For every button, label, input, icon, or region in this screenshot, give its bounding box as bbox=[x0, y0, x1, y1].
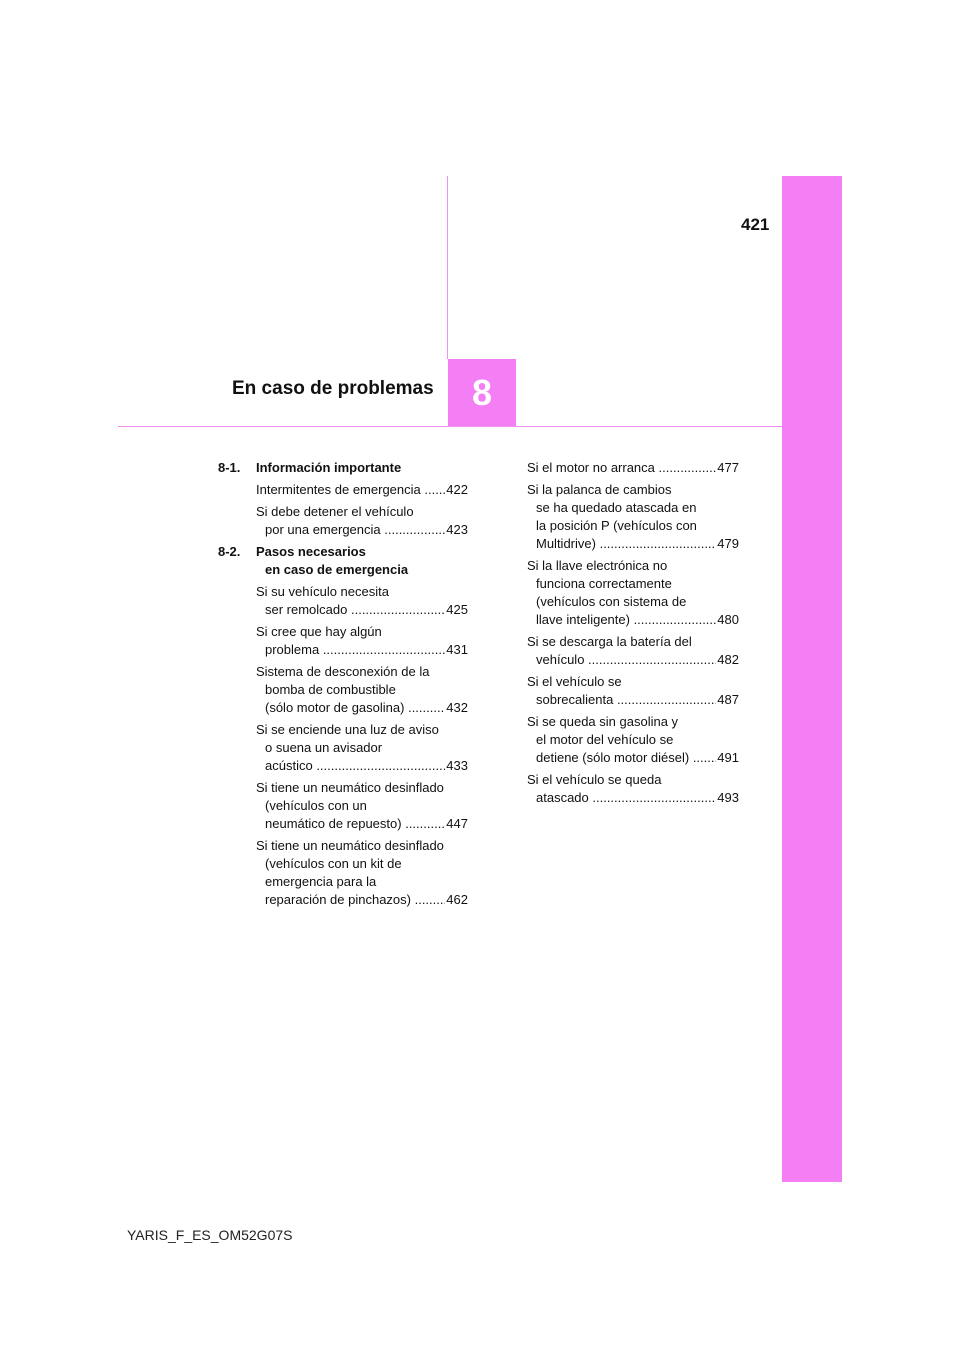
toc-section-number: 8-2. bbox=[218, 544, 241, 559]
divider-vertical bbox=[447, 176, 448, 359]
toc-entry-page: 493 bbox=[717, 790, 739, 805]
toc-entry-title-line: vehículo ..... bbox=[527, 651, 739, 669]
toc-entry-title-line: el motor del vehículo se bbox=[536, 732, 674, 747]
toc-entry-page: 462 bbox=[446, 892, 468, 907]
toc-entry-title-line: Si el vehículo se bbox=[527, 674, 622, 689]
toc-entry-title-line: o suena un avisador bbox=[265, 740, 383, 755]
page-number: 421 bbox=[741, 215, 770, 234]
toc-entry[interactable] bbox=[256, 837, 468, 909]
chapter-title: En caso de problemas bbox=[232, 378, 434, 399]
toc-entry-page: 480 bbox=[717, 612, 739, 627]
toc-entry-page: 422 bbox=[446, 482, 468, 497]
toc-entry-title-line: se ha quedado atascada en bbox=[536, 500, 697, 515]
toc-entry-title-line: (vehículos con un bbox=[265, 798, 367, 813]
toc-section-title-line: Información importante bbox=[256, 460, 402, 475]
toc-entry-title-line: llave inteligente) ..... bbox=[527, 611, 739, 629]
toc-entry-title-line: Si su vehículo necesita bbox=[256, 584, 389, 599]
toc-entry[interactable] bbox=[256, 481, 468, 499]
toc-entry-title-line: bomba de combustible bbox=[265, 682, 396, 697]
chapter-number: 8 bbox=[471, 371, 493, 413]
toc-entry-title-line: atascado ..... bbox=[527, 789, 739, 807]
toc-entry[interactable] bbox=[527, 557, 739, 629]
toc-entry-page: 477 bbox=[717, 460, 739, 475]
toc-entry-title-line: sobrecalienta ..... bbox=[527, 691, 739, 709]
toc-entry-title-line: Si se enciende una luz de aviso bbox=[256, 722, 439, 737]
toc-entry-title-line: la posición P (vehículos con bbox=[536, 518, 697, 533]
toc-entry-title-line: Si se descarga la batería del bbox=[527, 634, 692, 649]
toc-entry-title-line: Intermitentes de emergencia ..... bbox=[256, 481, 468, 499]
divider-horizontal bbox=[118, 426, 782, 427]
toc-entry[interactable] bbox=[256, 663, 468, 717]
toc-entry[interactable] bbox=[527, 673, 739, 709]
toc-entry-title-line: por una emergencia ..... bbox=[256, 521, 468, 539]
toc-entry-title-line: Si tiene un neumático desinflado bbox=[256, 838, 444, 853]
toc-entry-page: 423 bbox=[446, 522, 468, 537]
toc-entry[interactable] bbox=[527, 633, 739, 669]
toc-entry-page: 482 bbox=[717, 652, 739, 667]
toc-entry[interactable] bbox=[527, 713, 739, 767]
toc-entry-title-line: Si el vehículo se queda bbox=[527, 772, 662, 787]
toc-entry-title-line: ser remolcado ..... bbox=[256, 601, 468, 619]
toc-entry[interactable] bbox=[527, 481, 739, 553]
toc-entry-title-line: (vehículos con un kit de bbox=[265, 856, 402, 871]
toc-entry-title-line: Si tiene un neumático desinflado bbox=[256, 780, 444, 795]
toc-entry-title-line: Si se queda sin gasolina y bbox=[527, 714, 679, 729]
toc-entry-title-line: acústico ..... bbox=[256, 757, 468, 775]
toc-entry-title-line: (sólo motor de gasolina) ..... bbox=[256, 699, 468, 717]
toc-entry-page: 432 bbox=[446, 700, 468, 715]
toc-section-heading bbox=[218, 543, 468, 579]
toc-entry[interactable] bbox=[256, 503, 468, 539]
toc-entry-title-line: problema ..... bbox=[256, 641, 468, 659]
toc-entry-title-line: funciona correctamente bbox=[536, 576, 672, 591]
toc-section-title-line: en caso de emergencia bbox=[265, 562, 409, 577]
toc-entry-title-line: Si debe detener el vehículo bbox=[256, 504, 414, 519]
toc-entry-title-line: Multidrive) ..... bbox=[527, 535, 739, 553]
toc-entry[interactable] bbox=[256, 623, 468, 659]
toc-right-column bbox=[527, 459, 739, 811]
toc-entry-page: 425 bbox=[446, 602, 468, 617]
toc-entry[interactable] bbox=[256, 721, 468, 775]
toc-entry-page: 433 bbox=[446, 758, 468, 773]
toc-entry-page: 431 bbox=[446, 642, 468, 657]
toc-entry-title-line: Si el motor no arranca ..... bbox=[527, 459, 739, 477]
toc-entry-title-line: neumático de repuesto) ..... bbox=[256, 815, 468, 833]
chapter-number-box bbox=[448, 359, 516, 426]
toc-entry[interactable] bbox=[527, 771, 739, 807]
toc-entry[interactable] bbox=[527, 459, 739, 477]
toc-entry[interactable] bbox=[256, 779, 468, 833]
toc-entry-title-line: Si la palanca de cambios bbox=[527, 482, 672, 497]
toc-entry-page: 479 bbox=[717, 536, 739, 551]
toc-entry-title-line: Si cree que hay algún bbox=[256, 624, 382, 639]
toc-section-title-line: Pasos necesarios bbox=[256, 544, 366, 559]
toc-entry-title-line: reparación de pinchazos) ..... bbox=[256, 891, 468, 909]
toc-left-column bbox=[218, 459, 468, 913]
toc-entry[interactable] bbox=[256, 583, 468, 619]
toc-entry-page: 491 bbox=[717, 750, 739, 765]
toc-entry-title-line: emergencia para la bbox=[265, 874, 377, 889]
toc-entry-page: 487 bbox=[717, 692, 739, 707]
toc-entry-page: 447 bbox=[446, 816, 468, 831]
chapter-side-tab bbox=[782, 176, 842, 1182]
toc-entry-title-line: detiene (sólo motor diésel) ..... bbox=[527, 749, 739, 767]
document-code-footer: YARIS_F_ES_OM52G07S bbox=[127, 1227, 293, 1243]
toc-entry-title-line: Sistema de desconexión de la bbox=[256, 664, 430, 679]
toc-entry-title-line: Si la llave electrónica no bbox=[527, 558, 668, 573]
toc-section-number: 8-1. bbox=[218, 460, 241, 475]
toc-section-heading bbox=[218, 459, 468, 477]
toc-entry-title-line: (vehículos con sistema de bbox=[536, 594, 687, 609]
